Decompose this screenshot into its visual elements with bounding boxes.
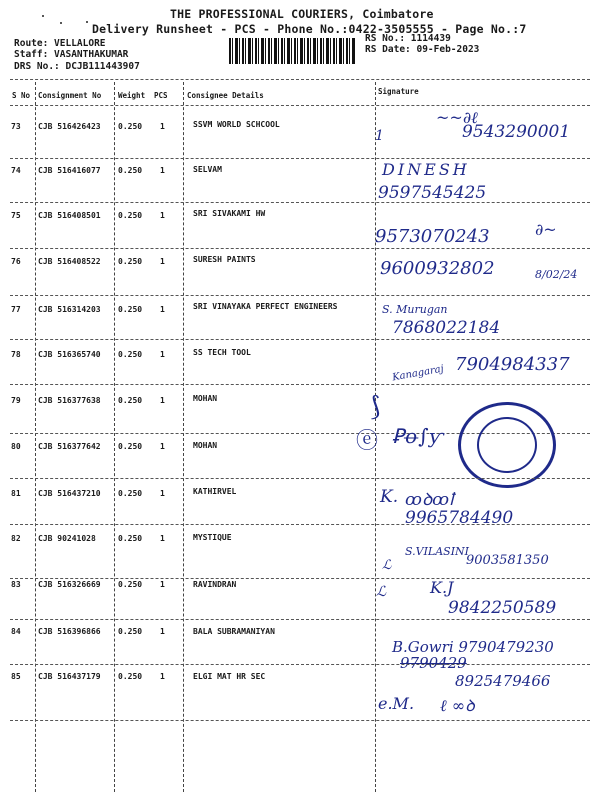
cell-consignment: CJB 516377638 — [38, 396, 101, 405]
stamp-inner-ring — [477, 417, 537, 473]
cell-consignee: MOHAN — [193, 441, 218, 450]
cell-sno: 81 — [11, 489, 21, 498]
column-divider — [114, 82, 115, 792]
handwritten-name: DINESH — [382, 160, 470, 179]
cell-sno: 76 — [11, 257, 21, 266]
cell-sno: 78 — [11, 350, 21, 359]
column-divider — [183, 82, 184, 792]
handwritten-phone: 9790429 — [400, 654, 467, 672]
cell-consignment: CJB 516416077 — [38, 166, 101, 175]
cell-pcs: 1 — [160, 672, 165, 681]
cell-sno: 77 — [11, 305, 21, 314]
cell-weight: 0.250 — [118, 211, 143, 220]
cell-pcs: 1 — [160, 257, 165, 266]
staff-label: Staff: VASANTHAKUMAR — [14, 49, 129, 60]
signature-mark: ~~∂ℓ — [436, 108, 478, 127]
row-divider — [10, 478, 590, 479]
cell-sno: 80 — [11, 442, 21, 451]
cell-consignee: SURESH PAINTS — [193, 255, 256, 264]
col-header-weight: Weight — [118, 91, 146, 100]
cell-consignee: MOHAN — [193, 394, 218, 403]
cell-pcs: 1 — [160, 396, 165, 405]
cell-weight: 0.250 — [118, 350, 143, 359]
row-divider — [10, 524, 590, 525]
scan-speck — [60, 22, 62, 24]
column-divider — [35, 82, 36, 792]
row-divider — [10, 384, 590, 385]
handwritten-phone: 9965784490 — [405, 508, 514, 528]
cell-weight: 0.250 — [118, 166, 143, 175]
cell-consignment: CJB 516408522 — [38, 257, 101, 266]
handwritten-name: S.VILASINI — [405, 545, 470, 558]
cell-weight: 0.250 — [118, 672, 143, 681]
handwritten-name: B.Gowri 9790479230 — [392, 638, 554, 656]
scan-speck — [86, 21, 88, 23]
cell-sno: 74 — [11, 166, 21, 175]
handwritten-name: S. Murugan — [382, 303, 448, 316]
route-label: Route: VELLALORE — [14, 38, 106, 49]
document-subtitle: Delivery Runsheet - PCS - Phone No.:0422-3505555 - Page No.:7 — [92, 22, 527, 36]
cell-consignee: SRI SIVAKAMI HW — [193, 209, 266, 218]
signature-mark: ℓ ∞ꝺ — [440, 696, 475, 715]
cell-pcs: 1 — [160, 350, 165, 359]
signature-mark: 1 — [375, 128, 384, 144]
cell-consignment: CJB 516314203 — [38, 305, 101, 314]
cell-pcs: 1 — [160, 122, 165, 131]
scan-speck — [42, 15, 44, 17]
signature-mark: ∂~ — [535, 220, 557, 239]
cell-sno: 79 — [11, 396, 21, 405]
cell-consignee: ELGI MAT HR SEC — [193, 672, 266, 681]
cell-weight: 0.250 — [118, 257, 143, 266]
row-divider — [10, 619, 590, 620]
handwritten-phone: 9573070243 — [375, 226, 490, 247]
cell-sno: 83 — [11, 580, 21, 589]
rs-number: RS No.: 1114439 — [365, 33, 451, 44]
handwritten-phone: 9543290001 — [462, 122, 571, 142]
row-divider — [10, 295, 590, 296]
handwritten-phone: 7868022184 — [392, 318, 501, 338]
handwritten-phone: 9600932802 — [380, 258, 495, 279]
cell-consignee: SELVAM — [193, 165, 222, 174]
row-divider — [10, 248, 590, 249]
handwritten-date: 8/02/24 — [535, 268, 578, 281]
cell-pcs: 1 — [160, 442, 165, 451]
cell-weight: 0.250 — [118, 305, 143, 314]
row-divider — [10, 664, 590, 665]
handwritten-name: K. — [380, 487, 399, 507]
cell-weight: 0.250 — [118, 489, 143, 498]
drs-number: DRS No.: DCJB111443907 — [14, 61, 140, 72]
cell-weight: 0.250 — [118, 396, 143, 405]
table-top-rule — [10, 79, 590, 80]
signature-mark: ⟆ — [370, 392, 381, 422]
signature-mark: ℒ — [382, 558, 392, 573]
cell-consignee: SRI VINAYAKA PERFECT ENGINEERS — [193, 302, 338, 311]
handwritten-name: Kanagaraj — [391, 363, 445, 384]
row-divider — [10, 158, 590, 159]
cell-consignment: CJB 90241028 — [38, 534, 96, 543]
handwritten-phone: 9003581350 — [466, 553, 549, 568]
col-header-consignment: Consignment No — [38, 91, 102, 100]
cell-consignment: CJB 516365740 — [38, 350, 101, 359]
company-stamp — [458, 402, 556, 488]
barcode — [229, 38, 356, 64]
cell-pcs: 1 — [160, 166, 165, 175]
cell-consignee: RAVINDRAN — [193, 580, 237, 589]
cell-pcs: 1 — [160, 305, 165, 314]
rs-date: RS Date: 09-Feb-2023 — [365, 44, 480, 55]
cell-pcs: 1 — [160, 489, 165, 498]
row-divider — [10, 578, 590, 579]
cell-consignment: CJB 516437210 — [38, 489, 101, 498]
handwritten-initials: e.M. — [378, 694, 415, 713]
cell-sno: 82 — [11, 534, 21, 543]
cell-weight: 0.250 — [118, 627, 143, 636]
col-header-pcs: PCS — [154, 91, 168, 100]
cell-pcs: 1 — [160, 580, 165, 589]
row-divider — [10, 339, 590, 340]
cell-consignee: MYSTIQUE — [193, 533, 232, 542]
col-header-sno: S No — [12, 91, 31, 100]
handwritten-name: K.J — [430, 578, 454, 597]
cell-consignee: SSVM WORLD SCHCOOL — [193, 120, 280, 129]
handwritten-phone: 9597545425 — [378, 183, 487, 203]
cell-consignee: SS TECH TOOL — [193, 348, 251, 357]
handwritten-phone: 9842250589 — [448, 598, 557, 618]
cell-pcs: 1 — [160, 627, 165, 636]
cell-weight: 0.250 — [118, 534, 143, 543]
cell-consignee: BALA SUBRAMANIYAN — [193, 627, 275, 636]
signature-mark: Ꝑꝋ∫ƴ — [392, 424, 444, 448]
cell-pcs: 1 — [160, 211, 165, 220]
handwritten-phone: 7904984337 — [455, 354, 570, 375]
cell-weight: 0.250 — [118, 122, 143, 131]
signature-mark: ꝏꝺꝏꝉ — [405, 490, 454, 510]
cell-sno: 85 — [11, 672, 21, 681]
cell-consignment: CJB 516377642 — [38, 442, 101, 451]
cell-consignee: KATHIRVEL — [193, 487, 237, 496]
cell-sno: 73 — [11, 122, 21, 131]
cell-weight: 0.250 — [118, 442, 143, 451]
cell-consignment: CJB 516408501 — [38, 211, 101, 220]
cell-consignment: CJB 516437179 — [38, 672, 101, 681]
row-divider — [10, 720, 590, 721]
cell-consignment: CJB 516426423 — [38, 122, 101, 131]
signature-mark: ℒ — [376, 584, 387, 600]
signature-mark: ⓔ — [356, 429, 379, 454]
col-header-signature: Signature — [378, 87, 419, 96]
cell-sno: 75 — [11, 211, 21, 220]
document-title: THE PROFESSIONAL COURIERS, Coimbatore — [170, 7, 434, 21]
cell-sno: 84 — [11, 627, 21, 636]
table-header-rule — [10, 105, 590, 106]
handwritten-phone: 8925479466 — [455, 672, 551, 690]
col-header-details: Consignee Details — [187, 91, 264, 100]
cell-consignment: CJB 516326669 — [38, 580, 101, 589]
row-divider — [10, 202, 590, 203]
cell-pcs: 1 — [160, 534, 165, 543]
cell-weight: 0.250 — [118, 580, 143, 589]
cell-consignment: CJB 516396866 — [38, 627, 101, 636]
